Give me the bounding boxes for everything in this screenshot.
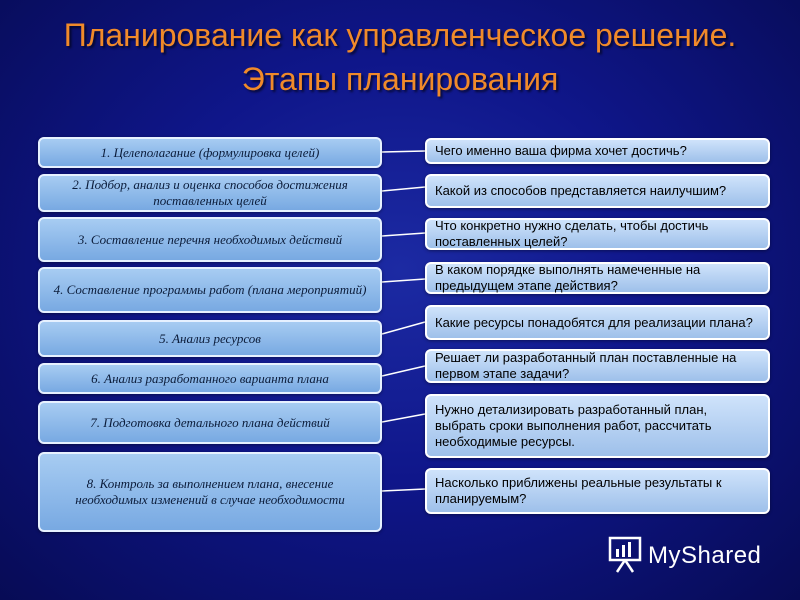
question-text-6: Решает ли разработанный план поставленные на первом этапе задачи? [435, 350, 737, 381]
slide-title-line2: Этапы планирования [241, 61, 559, 97]
question-text-3: Что конкретно нужно сделать, чтобы достичь поставленных целей? [435, 218, 709, 249]
connector-line-8 [382, 489, 425, 491]
question-box-2 [425, 174, 770, 208]
question-box-8 [425, 468, 770, 514]
question-box-4 [425, 262, 770, 294]
connector-line-5 [382, 322, 425, 334]
slide-title-line1: Планирование как управленческое решение. [63, 17, 737, 53]
connector-line-3 [382, 233, 425, 236]
question-text-7: Нужно детализировать разработанный план, выбрать сроки выполнения работ, рассчитать необходимые ресурсы. [435, 402, 712, 449]
question-text-2: Какой из способов представляется наилучшим? [435, 183, 727, 198]
stage-box-4 [38, 267, 382, 313]
stage-box-6 [38, 363, 382, 394]
stage-box-7 [38, 401, 382, 444]
stage-box-3 [38, 217, 382, 262]
stage-box-5 [38, 320, 382, 357]
connector-line-2 [382, 187, 425, 191]
stage-box-2 [38, 174, 382, 212]
connector-line-4 [382, 279, 425, 282]
question-text-5: Какие ресурсы понадобятся для реализации плана? [435, 314, 753, 330]
stage-box-8 [38, 452, 382, 532]
question-box-1 [425, 138, 770, 164]
question-text-8: Насколько приближены реальные результаты к планируемым? [435, 475, 722, 506]
stage-box-1 [38, 137, 382, 168]
stage-label-5: 5. Анализ ресурсов [159, 330, 261, 346]
question-box-3 [425, 218, 770, 250]
connector-line-1 [382, 151, 425, 152]
question-text-4: В каком порядке выполнять намеченные на предыдущем этапе действия? [435, 262, 701, 293]
question-box-6 [425, 349, 770, 383]
stage-label-8: 8. Контроль за выполнением плана, внесение необходимых изменений в случае необходимости [75, 476, 345, 507]
question-text-1: Чего именно ваша фирма хочет достичь? [435, 143, 687, 158]
myshared-logo [608, 536, 761, 576]
stage-label-7: 7. Подготовка детального плана действий [90, 414, 330, 430]
stage-label-1: 1. Целеполагание (формулировка целей) [100, 144, 320, 160]
stage-label-2: 2. Подбор, анализ и оценка способов достижения поставленных целей [72, 177, 348, 208]
stage-label-3: 3. Составление перечня необходимых действий [77, 231, 343, 247]
connector-line-7 [382, 414, 425, 422]
stage-label-4: 4. Составление программы работ (плана мероприятий) [53, 282, 367, 297]
stage-label-6: 6. Анализ разработанного варианта плана [91, 370, 329, 386]
question-box-5 [425, 305, 770, 340]
watermark-text: MyShared [648, 542, 762, 569]
connector-line-6 [382, 366, 425, 376]
question-box-7 [425, 394, 770, 458]
presentation-board-icon [608, 534, 642, 579]
